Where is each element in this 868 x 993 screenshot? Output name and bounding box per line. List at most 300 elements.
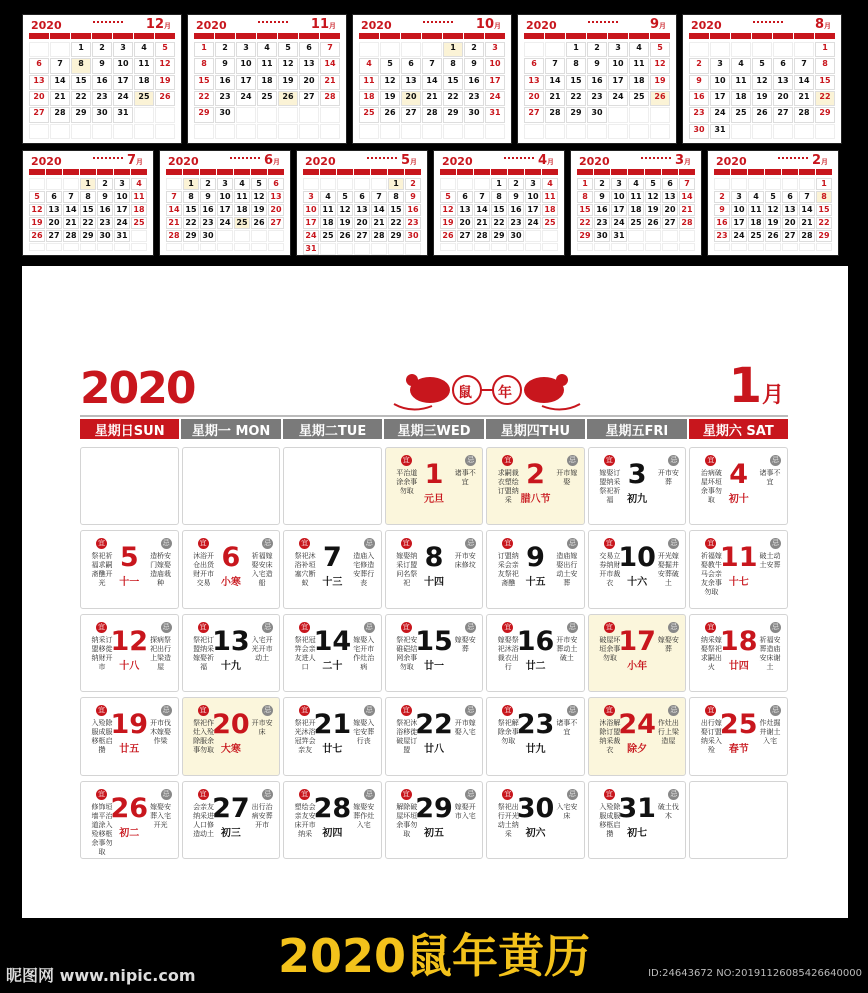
thumb-day-cell: 3 xyxy=(113,42,133,57)
thumb-empty-cell xyxy=(752,42,772,57)
thumb-weekday-bar xyxy=(474,169,490,175)
thumb-day-cell: 14 xyxy=(166,204,182,216)
thumb-day-cell: 15 xyxy=(80,204,96,216)
thumb-day-cell: 1 xyxy=(80,178,96,190)
day-cell xyxy=(80,614,179,692)
thumb-empty-cell xyxy=(799,243,815,251)
thumb-day-cell: 2 xyxy=(714,191,730,203)
thumb-day-cell: 12 xyxy=(251,191,267,203)
thumb-day-cell: 6 xyxy=(773,58,793,73)
inauspicious-list: 嫁娶安葬 xyxy=(657,635,679,653)
thumb-day-cell: 13 xyxy=(524,75,544,90)
thumb-day-cell: 7 xyxy=(545,58,565,73)
inauspicious-list: 破土动土安葬 xyxy=(759,552,781,570)
auspicious-list: 订盟纳采会亲友祭祀斋醮 xyxy=(497,552,519,588)
thumb-empty-cell xyxy=(97,243,113,251)
thumb-day-cell: 21 xyxy=(371,217,387,229)
lunar-date: 廿七 xyxy=(322,744,343,756)
thumb-weekday-bar xyxy=(765,169,781,175)
lunar-date: 二十 xyxy=(322,660,343,672)
auspicious-list: 会亲友纳采进人口修造动土 xyxy=(193,802,215,838)
yi-badge: 宜 xyxy=(98,706,105,715)
thumb-day-cell: 3 xyxy=(525,178,541,190)
auspicious-list: 修饰垣墙平治道涂入殓移柩余事勿取 xyxy=(91,802,113,856)
year-logo-text: 2020 xyxy=(80,363,195,414)
thumb-day-cell: 18 xyxy=(257,75,277,90)
thumb-weekday-bar xyxy=(46,169,62,175)
weekday-label: 星期三WED xyxy=(384,419,483,439)
thumb-empty-cell xyxy=(251,243,267,251)
thumb-day-cell: 26 xyxy=(765,230,781,242)
day-number: 22 xyxy=(415,709,453,741)
thumb-day-cell: 21 xyxy=(50,91,70,106)
thumb-weekday-bar xyxy=(320,169,336,175)
thumb-day-cell: 26 xyxy=(440,230,456,242)
thumb-empty-cell xyxy=(405,243,421,255)
thumb-day-cell: 30 xyxy=(464,107,484,122)
thumb-month-unit: 月 xyxy=(684,158,691,166)
day-cell xyxy=(486,697,585,775)
thumb-day-cell: 19 xyxy=(251,204,267,216)
thumb-empty-cell xyxy=(710,42,730,57)
thumb-empty-cell xyxy=(457,178,473,190)
inauspicious-list: 作灶出行上梁造屋 xyxy=(657,719,679,746)
thumb-empty-cell xyxy=(354,178,370,190)
thumb-empty-cell xyxy=(359,124,379,139)
thumb-year: 2020 xyxy=(305,155,336,168)
inauspicious-list: 嫁娶入宅安葬行丧 xyxy=(353,719,375,746)
inauspicious-list: 嫁娶安葬入宅开光 xyxy=(150,802,172,829)
thumb-empty-cell xyxy=(440,178,456,190)
inauspicious-list: 造庙嫁娶出行动土安葬 xyxy=(556,552,578,588)
thumb-year: 2020 xyxy=(168,155,199,168)
thumb-day-cell: 29 xyxy=(443,107,463,122)
thumb-day-cell: 25 xyxy=(748,230,764,242)
thumb-day-grid xyxy=(29,42,175,139)
lunar-date: 除夕 xyxy=(627,744,648,756)
thumb-day-cell: 8 xyxy=(443,58,463,73)
thumb-empty-cell xyxy=(457,243,473,251)
day-number: 27 xyxy=(212,792,250,824)
thumb-day-cell: 8 xyxy=(183,191,199,203)
yi-badge: 宜 xyxy=(605,789,613,798)
thumb-month-number: 5 xyxy=(400,153,410,168)
thumb-day-cell: 11 xyxy=(748,204,764,216)
thumb-day-cell: 31 xyxy=(485,107,505,122)
day-cell xyxy=(689,530,788,608)
thumb-day-cell: 15 xyxy=(491,204,507,216)
thumb-day-cell: 10 xyxy=(525,191,541,203)
thumb-day-cell: 29 xyxy=(80,230,96,242)
thumb-weekday-bar xyxy=(731,33,751,39)
thumb-day-cell: 11 xyxy=(234,191,250,203)
thumb-empty-cell xyxy=(257,124,277,139)
thumb-empty-cell xyxy=(359,42,379,57)
thumb-empty-cell xyxy=(29,124,49,139)
thumb-empty-cell xyxy=(29,42,49,57)
day-cell xyxy=(486,530,585,608)
thumb-day-cell: 5 xyxy=(645,178,661,190)
thumb-day-cell: 3 xyxy=(611,178,627,190)
thumb-day-cell: 31 xyxy=(303,243,319,255)
thumb-day-cell: 22 xyxy=(815,91,835,106)
lunar-date: 初三 xyxy=(220,827,241,839)
day-cell xyxy=(689,614,788,692)
day-cell xyxy=(80,530,179,608)
thumb-day-cell: 10 xyxy=(611,191,627,203)
thumb-day-cell: 23 xyxy=(689,107,709,122)
inauspicious-list: 开市安床 xyxy=(251,719,273,737)
thumb-empty-cell xyxy=(474,243,490,251)
weekday-label: 星期一 MON xyxy=(181,419,280,439)
yi-badge: 宜 xyxy=(402,706,410,715)
thumb-empty-cell xyxy=(662,230,678,242)
thumb-day-cell: 10 xyxy=(608,58,628,73)
thumb-month-unit: 月 xyxy=(273,158,280,166)
inauspicious-list: 嫁娶安葬 xyxy=(454,635,476,653)
thumb-year: 2020 xyxy=(716,155,747,168)
thumb-day-cell: 25 xyxy=(257,91,277,106)
thumb-weekday-bar xyxy=(71,33,91,39)
thumb-day-grid xyxy=(689,42,835,139)
thumb-empty-cell xyxy=(155,124,175,139)
thumb-weekday-bar xyxy=(508,169,524,175)
thumb-empty-cell xyxy=(542,243,558,251)
inauspicious-list: 开市安床修坟 xyxy=(454,552,476,570)
thumb-day-cell: 4 xyxy=(257,42,277,57)
thumb-day-cell: 21 xyxy=(545,91,565,106)
inauspicious-list: 嫁娶入宅开市作灶治病 xyxy=(353,635,375,671)
thumb-weekday-bar xyxy=(131,169,147,175)
thumb-day-cell: 10 xyxy=(236,58,256,73)
thumb-empty-cell xyxy=(401,42,421,57)
thumb-empty-cell xyxy=(782,243,798,251)
thumb-day-cell: 29 xyxy=(194,107,214,122)
yi-badge: 宜 xyxy=(504,622,512,631)
thumb-day-cell: 29 xyxy=(491,230,507,242)
thumb-decoration xyxy=(423,21,453,27)
thumb-day-cell: 4 xyxy=(748,191,764,203)
yi-badge: 宜 xyxy=(605,706,613,715)
thumb-empty-cell xyxy=(320,124,340,139)
ji-badge: 忌 xyxy=(365,622,373,631)
thumb-day-cell: 1 xyxy=(71,42,91,57)
thumb-weekday-bar xyxy=(689,33,709,39)
auspicious-list: 祭祀沐浴移徙破屋订盟 xyxy=(396,719,418,755)
thumb-weekday-header xyxy=(524,33,670,39)
thumb-day-cell: 12 xyxy=(278,58,298,73)
auspicious-list: 嫁娶纳采订盟问名祭祀 xyxy=(396,552,418,588)
day-cell xyxy=(80,697,179,775)
thumbnail-month xyxy=(22,150,154,256)
thumb-day-cell: 8 xyxy=(491,191,507,203)
thumb-empty-cell xyxy=(464,124,484,139)
day-cell xyxy=(588,614,687,692)
thumb-day-cell: 8 xyxy=(194,58,214,73)
thumb-day-cell: 23 xyxy=(97,217,113,229)
thumb-day-cell: 28 xyxy=(371,230,387,242)
thumb-day-cell: 25 xyxy=(359,107,379,122)
thumb-month-number: 2 xyxy=(811,153,821,168)
thumb-day-cell: 28 xyxy=(799,230,815,242)
thumb-day-grid xyxy=(166,178,284,251)
thumb-day-cell: 2 xyxy=(97,178,113,190)
thumb-day-cell: 17 xyxy=(611,204,627,216)
thumb-day-cell: 30 xyxy=(587,107,607,122)
thumb-day-cell: 20 xyxy=(29,91,49,106)
thumb-weekday-header xyxy=(303,169,421,175)
thumb-day-cell: 15 xyxy=(388,204,404,216)
lunar-date: 廿八 xyxy=(423,744,444,756)
thumb-day-cell: 1 xyxy=(491,178,507,190)
thumb-day-cell: 19 xyxy=(752,91,772,106)
thumb-day-cell: 28 xyxy=(474,230,490,242)
thumb-month-number: 11 xyxy=(310,17,329,32)
thumb-day-cell: 16 xyxy=(97,204,113,216)
thumb-day-cell: 26 xyxy=(645,217,661,229)
thumb-decoration xyxy=(778,157,808,163)
thumb-empty-cell xyxy=(714,243,730,251)
thumb-day-cell: 19 xyxy=(440,217,456,229)
thumb-weekday-bar xyxy=(303,169,319,175)
thumb-empty-cell xyxy=(155,107,175,122)
thumb-day-cell: 14 xyxy=(679,191,695,203)
thumb-day-cell: 1 xyxy=(194,42,214,57)
thumb-weekday-bar xyxy=(594,169,610,175)
auspicious-list: 沐浴解除订盟纳采裁衣 xyxy=(599,719,621,755)
thumbnail-month xyxy=(570,150,702,256)
thumb-weekday-header xyxy=(29,169,147,175)
thumb-empty-cell xyxy=(525,243,541,251)
thumb-day-cell: 7 xyxy=(422,58,442,73)
thumb-empty-cell xyxy=(257,107,277,122)
thumb-weekday-bar xyxy=(577,169,593,175)
thumb-weekday-bar xyxy=(299,33,319,39)
thumb-day-cell: 8 xyxy=(815,58,835,73)
thumb-empty-cell xyxy=(689,42,709,57)
thumb-weekday-header xyxy=(359,33,505,39)
thumb-empty-cell xyxy=(320,243,336,255)
yi-badge: 宜 xyxy=(707,539,715,548)
thumb-weekday-bar xyxy=(748,169,764,175)
thumb-weekday-bar xyxy=(608,33,628,39)
inauspicious-list: 开光嫁娶掘井安葬破土 xyxy=(657,552,679,588)
thumb-day-cell: 11 xyxy=(257,58,277,73)
thumb-day-cell: 22 xyxy=(491,217,507,229)
lunar-date: 十八 xyxy=(119,660,140,672)
thumb-day-cell: 7 xyxy=(799,191,815,203)
thumb-empty-cell xyxy=(131,230,147,242)
thumb-day-cell: 26 xyxy=(278,91,298,106)
yi-badge: 宜 xyxy=(402,789,410,798)
ji-badge: 忌 xyxy=(670,706,678,715)
thumb-empty-cell xyxy=(371,243,387,255)
thumb-month-unit: 月 xyxy=(494,22,501,30)
thumb-day-cell: 21 xyxy=(474,217,490,229)
thumb-day-cell: 13 xyxy=(29,75,49,90)
day-cell xyxy=(283,614,382,692)
thumb-day-cell: 6 xyxy=(401,58,421,73)
thumb-day-cell: 27 xyxy=(268,217,284,229)
thumb-day-cell: 9 xyxy=(200,191,216,203)
thumb-weekday-bar xyxy=(566,33,586,39)
footer-title: 2020鼠年黄历 xyxy=(277,929,591,983)
lunar-date: 小寒 xyxy=(220,577,241,589)
thumb-empty-cell xyxy=(645,243,661,251)
ji-badge: 忌 xyxy=(264,789,272,798)
thumb-day-cell: 31 xyxy=(113,107,133,122)
thumb-day-cell: 16 xyxy=(405,204,421,216)
yi-badge: 宜 xyxy=(707,622,715,631)
thumbnail-month xyxy=(296,150,428,256)
thumb-weekday-bar xyxy=(97,169,113,175)
thumb-day-cell: 11 xyxy=(629,58,649,73)
thumb-day-cell: 14 xyxy=(371,204,387,216)
weekday-label: 星期五FRI xyxy=(587,419,686,439)
thumb-day-cell: 25 xyxy=(134,91,154,106)
thumb-day-cell: 13 xyxy=(773,75,793,90)
thumb-day-cell: 20 xyxy=(457,217,473,229)
thumb-month xyxy=(812,153,828,168)
thumb-day-cell: 18 xyxy=(628,204,644,216)
thumb-weekday-header xyxy=(577,169,695,175)
thumb-day-grid xyxy=(577,178,695,251)
inauspicious-list: 嫁娶开市入宅 xyxy=(454,802,476,820)
yi-badge: 宜 xyxy=(98,622,105,631)
yi-badge: 宜 xyxy=(199,706,207,715)
yi-badge: 宜 xyxy=(199,622,207,631)
thumb-empty-cell xyxy=(354,243,370,255)
thumb-day-grid xyxy=(440,178,558,251)
thumb-empty-cell xyxy=(422,42,442,57)
thumb-day-cell: 17 xyxy=(303,217,319,229)
day-cell xyxy=(385,697,484,775)
thumb-day-cell: 18 xyxy=(542,204,558,216)
thumb-day-cell: 19 xyxy=(645,204,661,216)
thumb-empty-cell xyxy=(491,243,507,251)
thumb-day-cell: 19 xyxy=(155,75,175,90)
thumb-day-cell: 12 xyxy=(440,204,456,216)
thumb-day-cell: 17 xyxy=(217,204,233,216)
thumb-day-cell: 30 xyxy=(689,124,709,139)
lunar-date: 初十 xyxy=(728,494,749,505)
thumb-day-cell: 14 xyxy=(50,75,70,90)
thumb-day-cell: 12 xyxy=(29,204,45,216)
thumb-day-cell: 30 xyxy=(405,230,421,242)
thumb-day-cell: 22 xyxy=(194,91,214,106)
thumb-day-cell: 27 xyxy=(457,230,473,242)
day-cell xyxy=(486,447,585,525)
thumb-day-cell: 16 xyxy=(508,204,524,216)
thumb-day-cell: 22 xyxy=(443,91,463,106)
thumb-day-cell: 19 xyxy=(380,91,400,106)
yi-badge: 宜 xyxy=(301,539,309,548)
thumb-decoration xyxy=(230,157,260,163)
thumb-weekday-bar xyxy=(371,169,387,175)
main-calendar xyxy=(22,266,848,918)
thumb-weekday-bar xyxy=(113,33,133,39)
thumb-day-cell: 23 xyxy=(464,91,484,106)
day-number: 31 xyxy=(618,792,656,824)
thumb-day-cell: 16 xyxy=(714,217,730,229)
thumb-empty-cell xyxy=(166,178,182,190)
thumb-weekday-bar xyxy=(320,33,340,39)
thumb-day-cell: 24 xyxy=(525,217,541,229)
day-cell xyxy=(182,697,281,775)
yi-badge: 宜 xyxy=(504,456,512,464)
thumb-empty-cell xyxy=(217,230,233,242)
inauspicious-list: 探病祭祀出行上梁造屋 xyxy=(150,635,172,671)
thumb-day-cell: 5 xyxy=(155,42,175,57)
thumb-empty-cell xyxy=(113,124,133,139)
thumb-weekday-bar xyxy=(710,33,730,39)
lunar-date: 元旦 xyxy=(423,494,444,505)
thumb-day-cell: 5 xyxy=(251,178,267,190)
auspicious-list: 塑绘会亲友安床开市纳采 xyxy=(294,802,316,838)
day-number: 6 xyxy=(221,542,241,574)
thumb-day-cell: 25 xyxy=(731,107,751,122)
thumb-day-cell: 24 xyxy=(114,217,130,229)
thumb-decoration xyxy=(367,157,397,163)
thumb-day-cell: 14 xyxy=(474,204,490,216)
ji-badge: 忌 xyxy=(162,789,170,798)
thumb-day-cell: 1 xyxy=(388,178,404,190)
thumb-month xyxy=(538,153,554,168)
day-number: 11 xyxy=(719,542,758,574)
thumb-empty-cell xyxy=(268,230,284,242)
thumb-empty-cell xyxy=(542,230,558,242)
thumb-weekday-bar xyxy=(29,33,49,39)
thumb-decoration xyxy=(641,157,671,163)
thumb-day-cell: 3 xyxy=(731,191,747,203)
month-unit: 月 xyxy=(761,383,784,408)
thumb-day-cell: 18 xyxy=(320,217,336,229)
thumb-day-cell: 1 xyxy=(183,178,199,190)
thumb-day-cell: 20 xyxy=(354,217,370,229)
ji-badge: 忌 xyxy=(264,706,272,715)
thumb-weekday-bar xyxy=(524,33,544,39)
thumb-empty-cell xyxy=(611,243,627,251)
thumb-empty-cell xyxy=(524,124,544,139)
yi-badge: 宜 xyxy=(402,539,410,548)
ji-badge: 忌 xyxy=(467,622,475,631)
thumb-day-cell: 30 xyxy=(92,107,112,122)
thumb-month xyxy=(146,17,171,32)
ji-badge: 忌 xyxy=(365,789,373,798)
ji-badge: 忌 xyxy=(670,789,678,798)
thumb-day-cell: 9 xyxy=(508,191,524,203)
thumb-day-cell: 21 xyxy=(679,204,695,216)
yi-badge: 宜 xyxy=(605,539,613,548)
thumb-empty-cell xyxy=(131,243,147,251)
thumb-weekday-bar xyxy=(629,33,649,39)
thumb-year: 2020 xyxy=(526,19,557,32)
ji-badge: 忌 xyxy=(467,706,475,715)
thumb-day-cell: 3 xyxy=(485,42,505,57)
thumb-day-cell: 28 xyxy=(422,107,442,122)
thumb-day-cell: 19 xyxy=(650,75,670,90)
thumb-empty-cell xyxy=(29,243,45,251)
thumb-month xyxy=(815,17,831,32)
day-number: 15 xyxy=(415,625,453,657)
thumb-day-cell: 28 xyxy=(794,107,814,122)
yi-badge: 宜 xyxy=(199,789,207,798)
thumb-weekday-bar xyxy=(816,169,832,175)
thumb-weekday-bar xyxy=(611,169,627,175)
thumb-empty-cell xyxy=(166,243,182,251)
auspicious-list: 解除破屋坏垣余事勿取 xyxy=(396,802,418,838)
inauspicious-list: 开市安葬动土破土 xyxy=(556,635,578,662)
